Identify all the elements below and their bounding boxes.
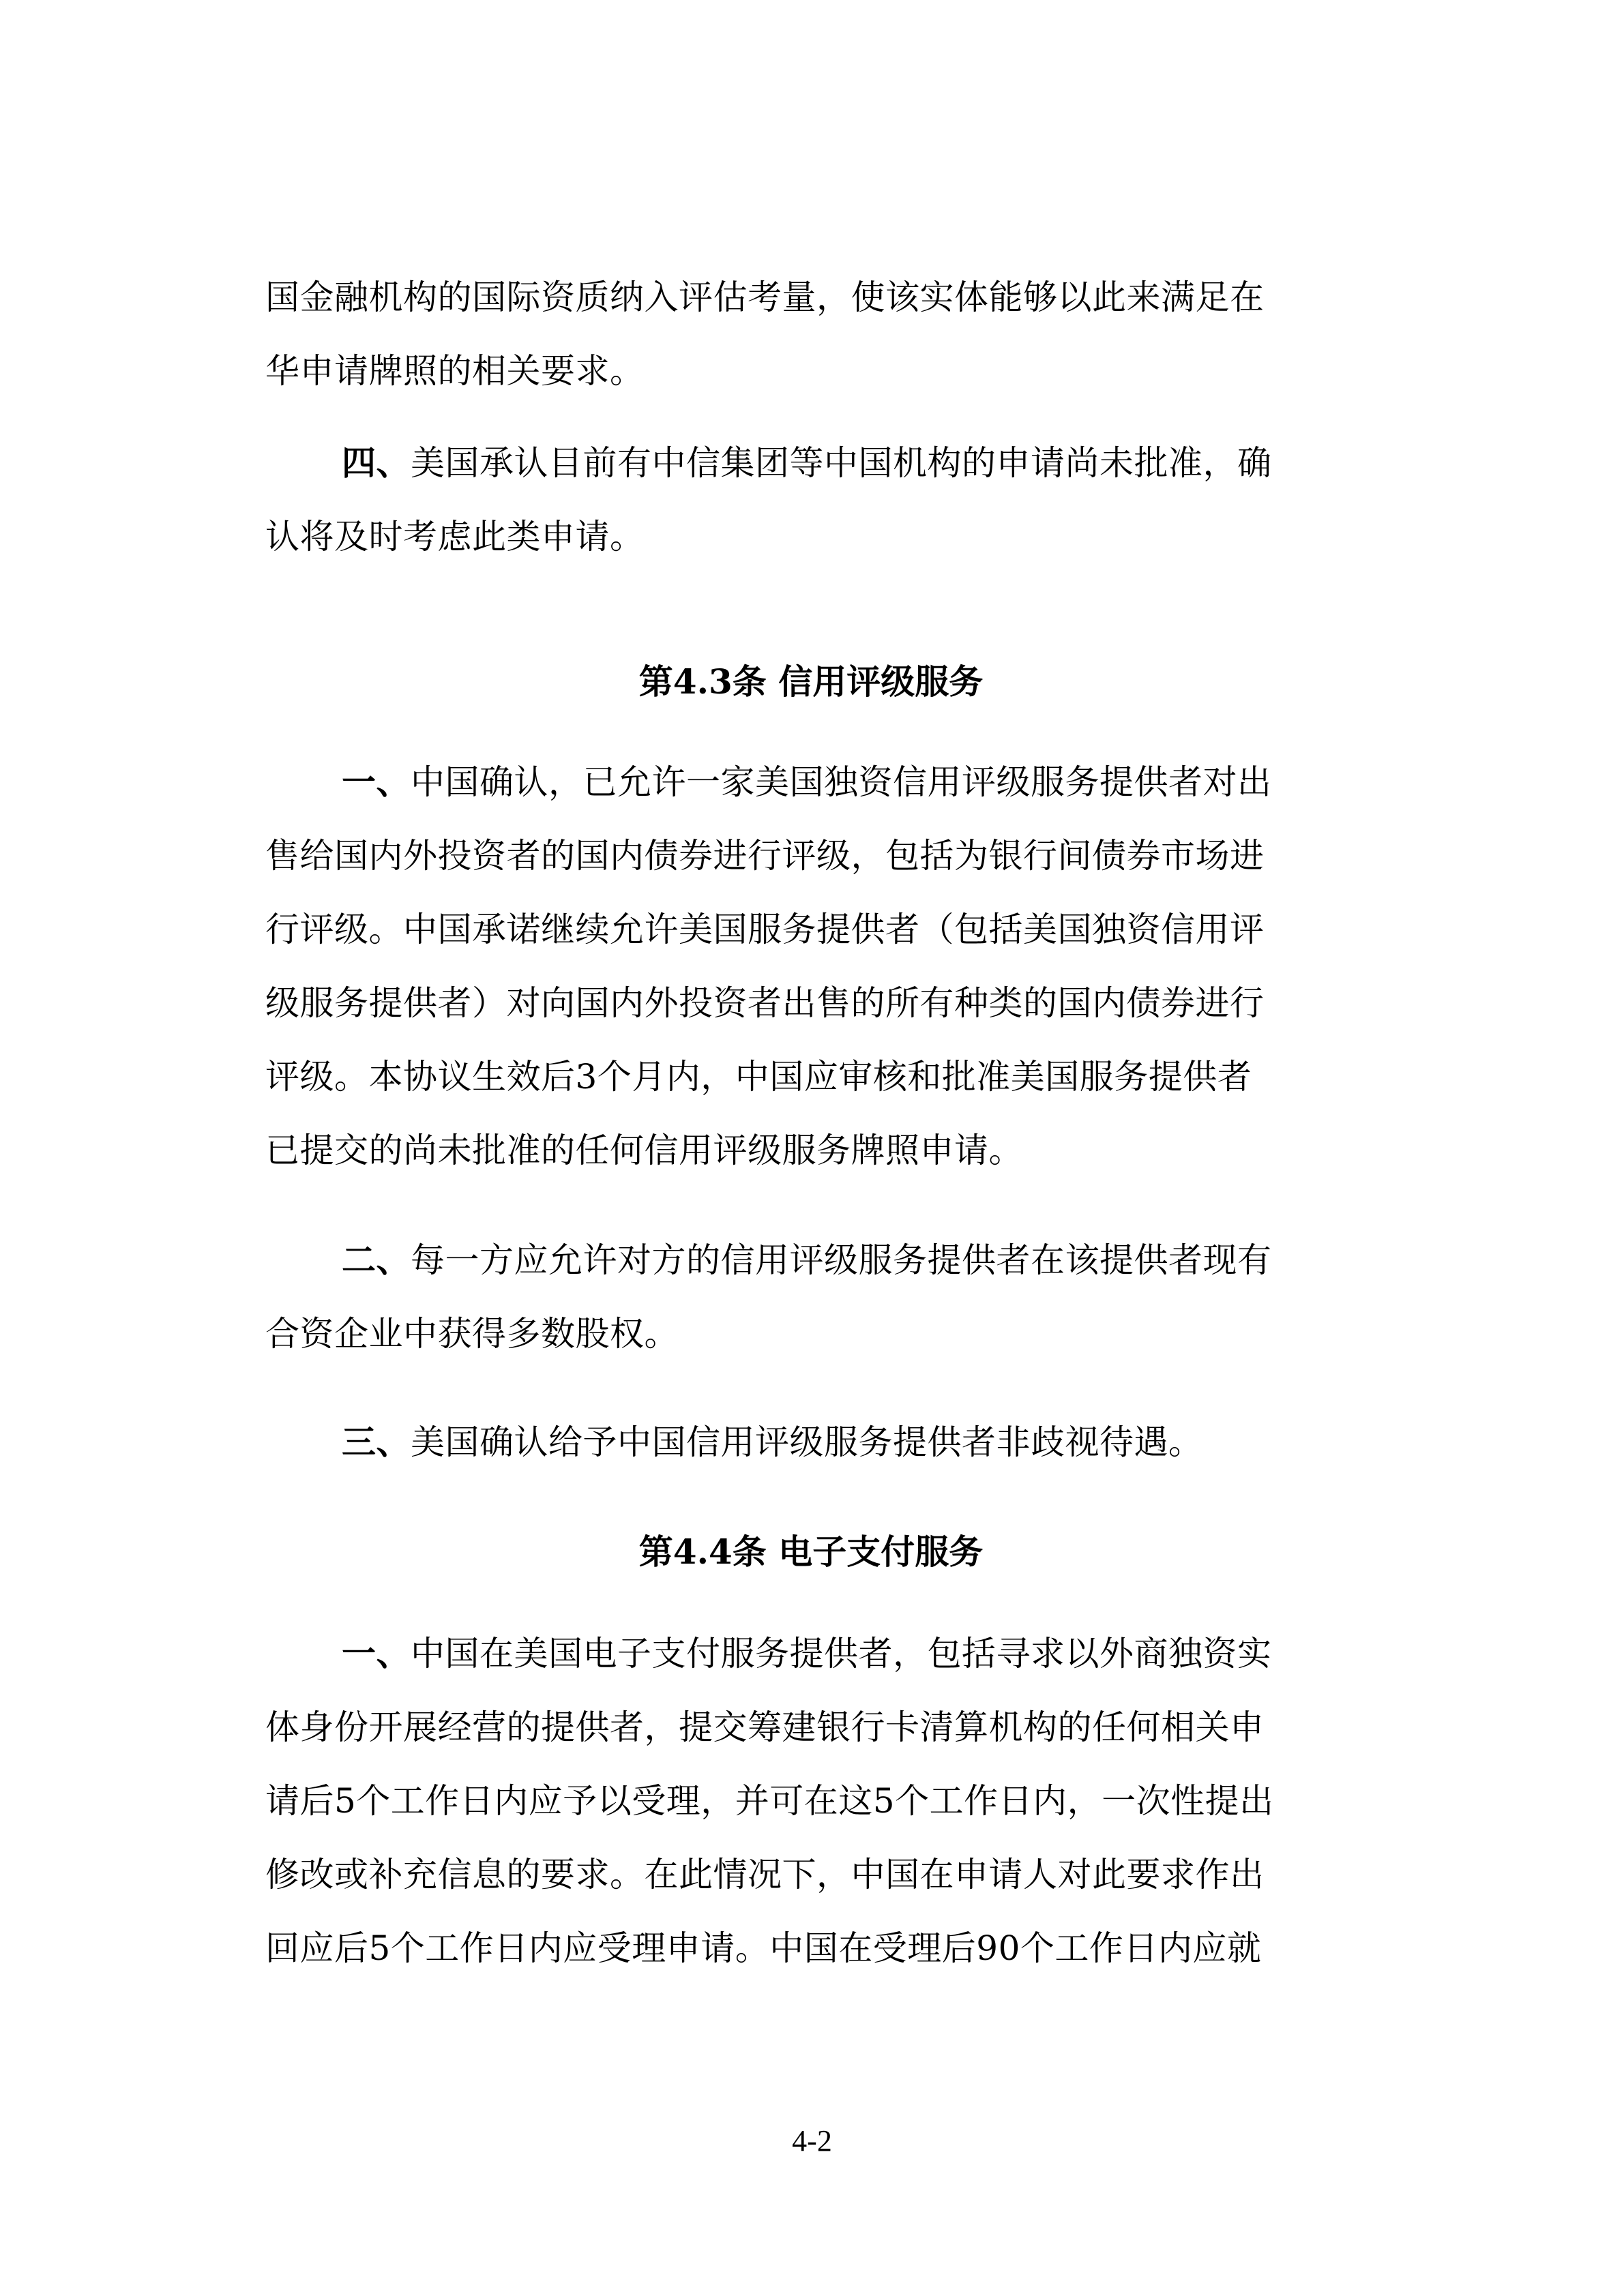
paragraph-lead: 一、 [342,762,411,802]
text-line [265,1617,1357,1690]
paragraph-lead: 二、 [342,1240,411,1280]
article-heading-4-4: 第4.4条 电子支付服务 [638,1532,984,1572]
text-line-body: 中国确认，已允许一家美国独资信用评级服务提供者对出 [411,762,1272,802]
text-line [265,1405,1357,1479]
text-line [265,426,1357,500]
article-4-3-paragraph-1 [265,745,1357,1187]
text-line: 评级。本协议生效后3个月内，中国应审核和批准美国服务提供者 [265,1057,1252,1097]
text-line: 认将及时考虑此类申请。 [265,517,645,556]
text-line-body: 美国确认给予中国信用评级服务提供者非歧视待遇。 [411,1422,1203,1462]
article-heading-4-3: 第4.3条 信用评级服务 [638,661,984,702]
text-line-body: 中国在美国电子支付服务提供者，包括寻求以外商独资实 [411,1634,1272,1673]
text-line: 售给国内外投资者的国内债券进行评级，包括为银行间债券市场进 [265,836,1265,876]
text-line: 合资企业中获得多数股权。 [265,1314,679,1354]
text-line-body: 美国承认目前有中信集团等中国机构的申请尚未批准，确 [411,443,1272,483]
paragraph-lead: 一、 [342,1633,411,1673]
text-line: 国金融机构的国际资质纳入评估考量，使该实体能够以此来满足在 [265,278,1265,317]
article-4-3-paragraph-2 [265,1223,1357,1371]
article-4-3-paragraph-3 [265,1405,1357,1479]
text-line [265,1223,1357,1297]
article-4-4-paragraph-1 [265,1617,1357,1985]
paragraph-lead: 四、 [342,443,411,483]
text-line: 级服务提供者）对向国内外投资者出售的所有种类的国内债券进行 [265,983,1265,1023]
text-line: 体身份开展经营的提供者，提交筹建银行卡清算机构的任何相关申 [265,1708,1265,1747]
text-line [265,745,1357,819]
text-line: 行评级。中国承诺继续允许美国服务提供者（包括美国独资信用评 [265,910,1265,949]
paragraph-continued [265,260,1357,408]
text-line: 修改或补充信息的要求。在此情况下，中国在申请人对此要求作出 [265,1855,1265,1894]
text-line: 请后5个工作日内应予以受理，并可在这5个工作日内，一次性提出 [265,1781,1274,1821]
paragraph-lead: 三、 [342,1422,411,1462]
text-line-body: 每一方应允许对方的信用评级服务提供者在该提供者现有 [411,1240,1272,1280]
text-line: 已提交的尚未批准的任何信用评级服务牌照申请。 [265,1131,1023,1170]
text-line: 华申请牌照的相关要求。 [265,351,645,391]
page-number: 4-2 [792,2124,832,2158]
text-line: 回应后5个工作日内应受理申请。中国在受理后90个工作日内应就 [265,1928,1262,1968]
paragraph-4 [265,426,1357,573]
